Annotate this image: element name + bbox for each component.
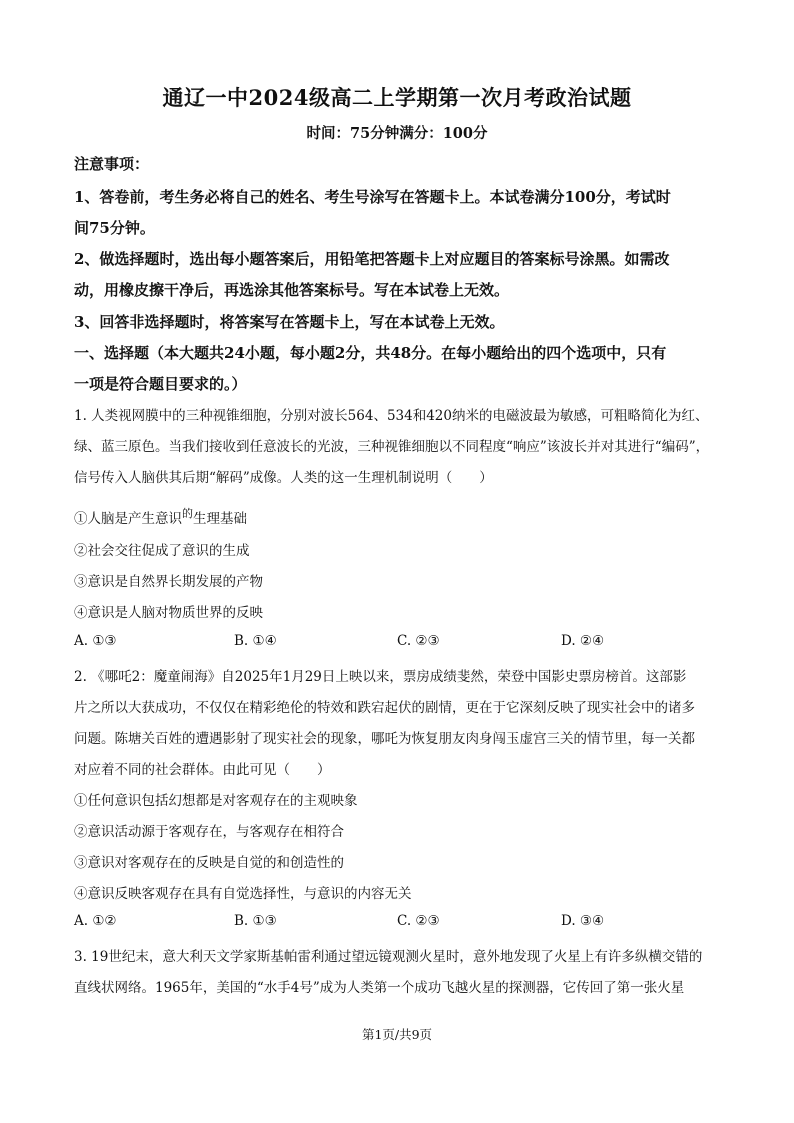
exam-time-score: 时间：75分钟满分：100分 <box>306 125 488 142</box>
q1-statement-3: ③意识是自然界长期发展的产物 <box>74 574 263 590</box>
q2-option-a: A. ①② <box>74 913 117 929</box>
q1-stem-line-3: 信号传入人脑供其后期“解码”成像。人类的这一生理机制说明（ ） <box>74 470 493 486</box>
q1-option-a: A. ①③ <box>74 633 117 649</box>
q1-option-c: C. ②③ <box>397 633 440 649</box>
section-heading-line-2: 一项是符合题目要求的。） <box>74 375 247 393</box>
q3-stem-line-2: 直线状网络。1965年，美国的“水手4号”成为人类第一个成功飞越火星的探测器，它传回了第一张火星 <box>74 980 685 996</box>
notice-item-3: 3、回答非选择题时，将答案写在答题卡上，写在本试卷上无效。 <box>74 313 505 331</box>
q1-statement-2: ②社会交往促成了意识的生成 <box>74 543 250 559</box>
q1-statement-1 <box>74 505 724 527</box>
q2-option-d: D. ③④ <box>561 913 605 929</box>
q1-stem-line-1: 1. 人类视网膜中的三种视锥细胞，分别对波长564、534和420纳米的电磁波最为敏感，可粗略简化为红、 <box>74 408 709 424</box>
q1-option-b: B. ①④ <box>234 633 277 649</box>
q2-stem-line-2: 片之所以大获成功，不仅仅在精彩绝伦的特效和跌宕起伏的剧情，更在于它深刻反映了现实社会中的诸多 <box>74 700 695 716</box>
q1-statement-4: ④意识是人脑对物质世界的反映 <box>74 605 263 621</box>
q3-stem-line-1: 3. 19世纪末，意大利天文学家斯基帕雷利通过望远镜观测火星时，意外地发现了火星上有许多纵横交错的 <box>74 949 703 965</box>
q2-statement-3: ③意识对客观存在的反映是自觉的和创造性的 <box>74 855 344 871</box>
q1-statement-1-part-c: 生理基础 <box>193 511 247 527</box>
notice-item-1-line-2: 间75分钟。 <box>74 219 155 237</box>
q1-option-d: D. ②④ <box>561 633 605 649</box>
q2-statement-2: ②意识活动源于客观存在，与客观存在相符合 <box>74 824 344 840</box>
q2-option-c: C. ②③ <box>397 913 440 929</box>
q2-stem-line-1: 2. 《哪吒2：魔童闹海》自2025年1月29日上映以来，票房成绩斐然，荣登中国影史票房榜首。这部影 <box>74 669 687 685</box>
q2-stem-line-4: 对应着不同的社会群体。由此可见（ ） <box>74 762 331 778</box>
notice-item-1-line-1: 1、答卷前，考生务必将自己的姓名、考生号涂写在答题卡上。本试卷满分100分，考试时 <box>74 188 671 206</box>
q1-stem-line-2: 绿、蓝三原色。当我们接收到任意波长的光波，三种视锥细胞以不同程度“响应”该波长并对其进行“编码”， <box>74 439 710 455</box>
q2-stem-line-3: 问题。陈塘关百姓的遭遇影射了现实社会的现象，哪吒为恢复朋友肉身闯玉虚宫三关的情节里，每一关都 <box>74 731 695 747</box>
notice-item-2-line-2: 动，用橡皮擦干净后，再选涂其他答案标号。写在本试卷上无效。 <box>74 281 510 299</box>
q2-statement-1: ①任何意识包括幻想都是对客观存在的主观映象 <box>74 793 358 809</box>
q2-option-b: B. ①③ <box>234 913 277 929</box>
page-footer: 第1页/共9页 <box>361 1027 433 1042</box>
notice-heading: 注意事项： <box>74 155 150 173</box>
notice-item-2-line-1: 2、做选择题时，选出每小题答案后，用铅笔把答题卡上对应题目的答案标号涂黑。如需改 <box>74 250 670 268</box>
page-title: 通辽一中2024级高二上学期第一次月考政治试题 <box>162 85 632 110</box>
q2-statement-4: ④意识反映客观存在具有自觉选择性，与意识的内容无关 <box>74 886 412 902</box>
q1-statement-1-part-a: ①人脑是产生意识 <box>74 511 182 527</box>
section-heading-line-1: 一、选择题（本大题共24小题，每小题2分，共48分。在每小题给出的四个选项中，只有 <box>74 344 667 362</box>
q1-statement-1-part-b: 的 <box>182 507 193 520</box>
